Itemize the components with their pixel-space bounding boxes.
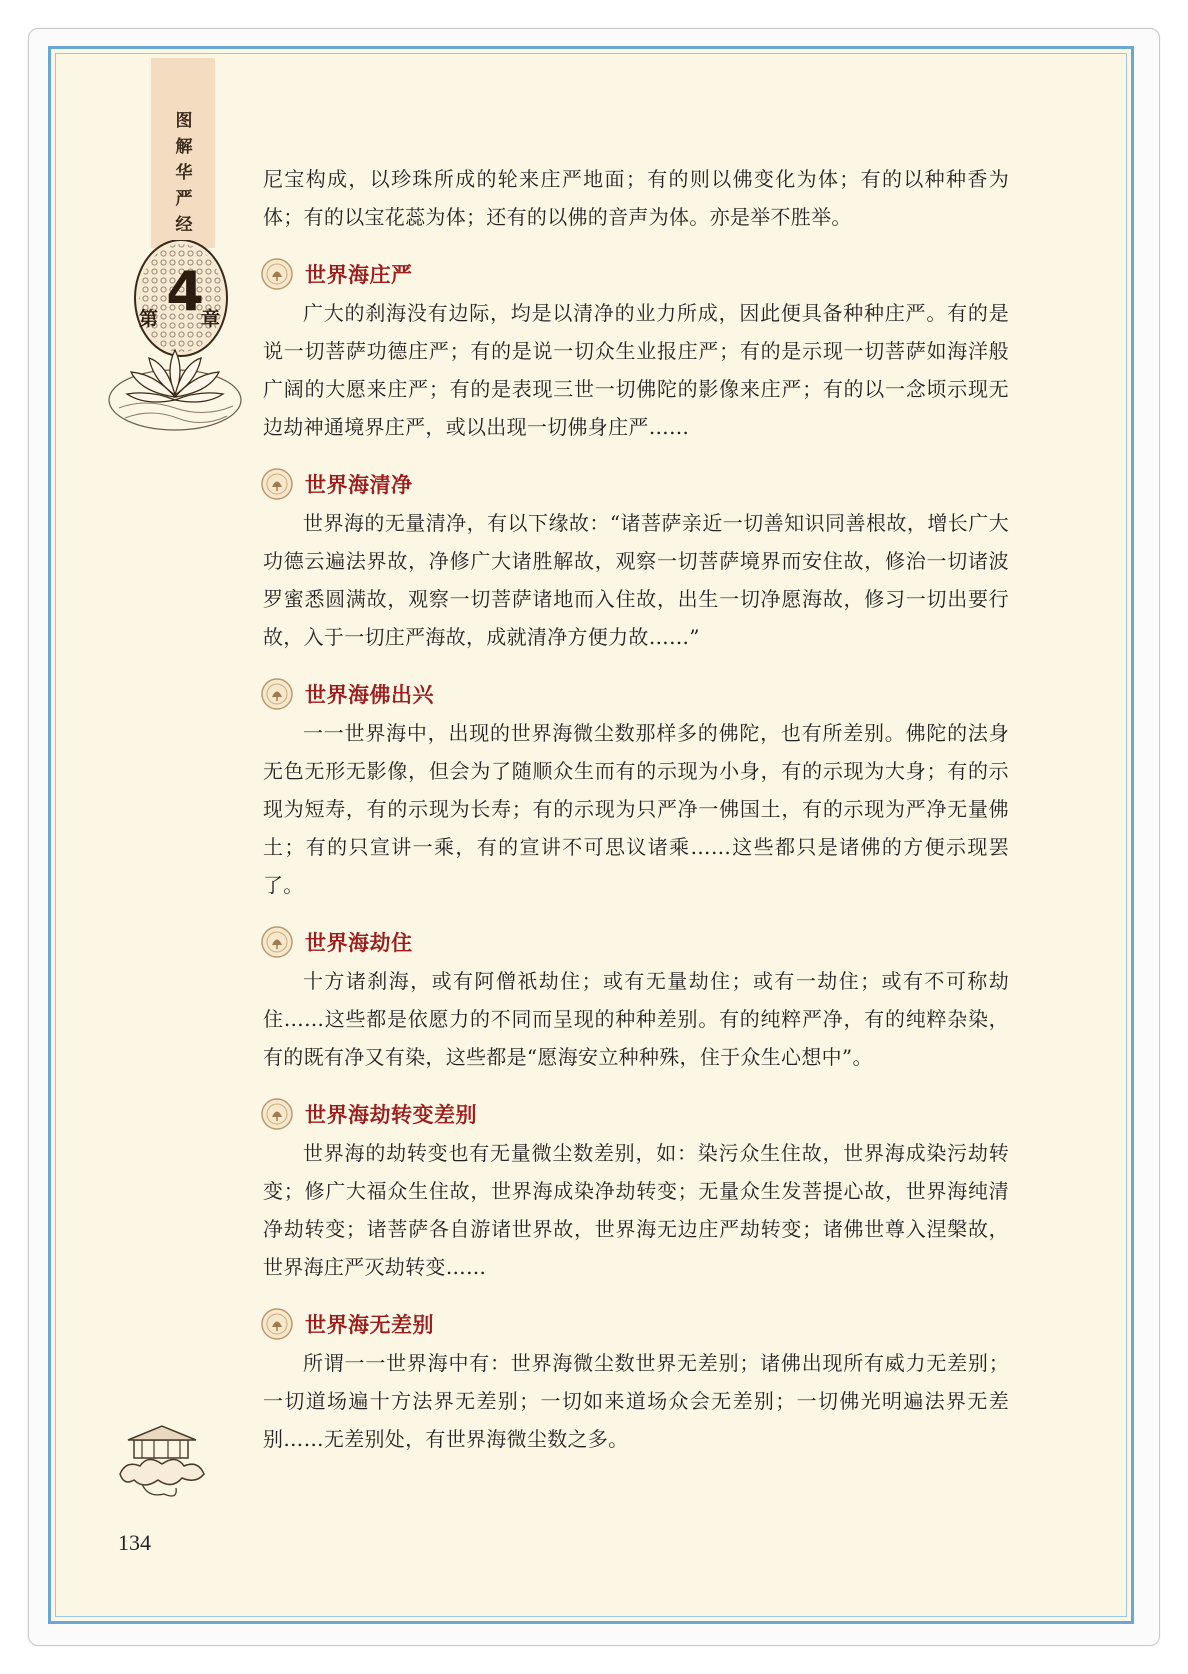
section-2 <box>263 464 1009 656</box>
section-3 <box>263 674 1009 904</box>
chapter-suffix: 章 <box>201 308 221 330</box>
bell-medallion-icon <box>259 1096 295 1132</box>
section-body: 广大的刹海没有边际，均是以清净的业力所成，因此便具备种种庄严。有的是说一切菩萨功德庄严；有的是说一切众生业报庄严；有的是示现一切菩萨如海洋般广阔的大愿来庄严；有的是表现三世一切佛陀的影像来庄严；有的以一念顷示现无边劫神通境界庄严，或以出现一切佛身庄严…… <box>263 301 1009 439</box>
section-heading <box>263 254 1009 294</box>
section-body: 世界海的劫转变也有无量微尘数差别，如：染污众生住故，世界海成染污劫转变；修广大福众生住故，世界海成染净劫转变；无量众生发菩提心故，世界海纯清净劫转变；诸菩萨各自游诸世界故，世界海无边庄严劫转变；诸佛世尊入涅槃故，世界海庄严灭劫转变…… <box>263 1141 1009 1279</box>
section-title: 世界海劫住 <box>305 931 413 955</box>
section-heading <box>263 464 1009 504</box>
book-title: 图解华严经 <box>175 111 193 235</box>
bell-medallion-icon <box>259 676 295 712</box>
chapter-number: 4 <box>166 260 204 323</box>
section-title: 世界海佛出兴 <box>305 683 434 707</box>
section-body: 所谓一一世界海中有：世界海微尘数世界无差别；诸佛出现所有威力无差别；一切道场遍十方法界无差别；一切如来道场众会无差别；一切佛光明遍法界无差别……无差别处，有世界海微尘数之多。 <box>263 1351 1009 1451</box>
bell-medallion-icon <box>259 924 295 960</box>
section-title: 世界海劫转变差别 <box>305 1103 477 1127</box>
section-5 <box>263 1094 1009 1286</box>
section-title: 世界海清净 <box>305 473 413 497</box>
section-body: 一一世界海中，出现的世界海微尘数那样多的佛陀，也有所差别。佛陀的法身无色无形无影像，但会为了随顺众生而有的示现为小身，有的示现为大身；有的示现为短寿，有的示现为长寿；有的示现为只严净一佛国土，有的示现为严净无量佛土；有的只宣讲一乘，有的宣讲不可思议诸乘……这些都只是诸佛的方便示现罢了。 <box>263 721 1009 897</box>
section-title: 世界海庄严 <box>305 263 413 287</box>
bell-medallion-icon <box>259 1306 295 1342</box>
section-6 <box>263 1304 1009 1458</box>
bell-medallion-icon <box>259 466 295 502</box>
section-heading <box>263 674 1009 714</box>
section-body: 世界海的无量清净，有以下缘故：“诸菩萨亲近一切善知识同善根故，增长广大功德云遍法界故，净修广大诸胜解故，观察一切菩萨境界而安住故，修治一切诸波罗蜜悉圆满故，观察一切菩萨诸地而入住故，出生一切净愿海故，修习一切出要行故，入于一切庄严海故，成就清净方便力故……” <box>263 511 1009 649</box>
main-content <box>263 160 1009 1458</box>
intro-paragraph: 尼宝构成，以珍珠所成的轮来庄严地面；有的则以佛变化为体；有的以种种香为体；有的以宝花蕊为体；还有的以佛的音声为体。亦是举不胜举。 <box>263 167 1009 229</box>
chapter-prefix: 第 <box>139 308 159 330</box>
cloud-pavilion-ornament-icon <box>112 1418 212 1508</box>
bell-medallion-icon <box>259 256 295 292</box>
page-number: 134 <box>118 1530 151 1555</box>
section-title: 世界海无差别 <box>305 1313 434 1337</box>
section-heading <box>263 1094 1009 1134</box>
section-1 <box>263 254 1009 446</box>
section-heading <box>263 922 1009 962</box>
section-heading <box>263 1304 1009 1344</box>
section-4 <box>263 922 1009 1076</box>
section-body: 十方诸刹海，或有阿僧祇劫住；或有无量劫住；或有一劫住；或有不可称劫住……这些都是依愿力的不同而呈现的种种差别。有的纯粹严净，有的纯粹杂染，有的既有净又有染，这些都是“愿海安立种种殊，住于众生心想中”。 <box>263 969 1009 1069</box>
